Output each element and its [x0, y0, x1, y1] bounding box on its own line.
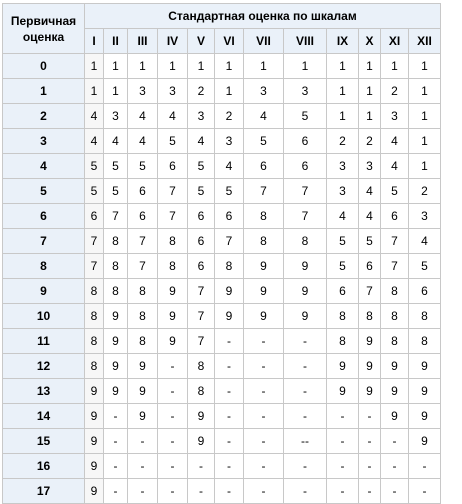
standard-score-cell: 2	[215, 104, 244, 129]
standard-score-cell: 6	[215, 204, 244, 229]
standard-score-cell: 5	[85, 179, 104, 204]
standard-score-cell: 4	[128, 129, 158, 154]
standard-score-cell: 9	[409, 354, 441, 379]
standard-score-cell: 9	[158, 304, 188, 329]
standard-score-cell: 3	[381, 104, 409, 129]
standard-score-cell: 1	[409, 154, 441, 179]
standard-score-cell: -	[158, 479, 188, 504]
standard-score-cell: 9	[359, 379, 381, 404]
standard-score-cell: 3	[188, 104, 215, 129]
standard-score-cell: 8	[381, 279, 409, 304]
standard-score-cell: 7	[215, 229, 244, 254]
standard-score-cell: -	[104, 479, 128, 504]
standard-score-cell: -	[128, 454, 158, 479]
table-row	[3, 154, 441, 179]
table-row	[3, 429, 441, 454]
standard-score-cell: -	[327, 404, 359, 429]
standard-score-cell: 6	[284, 154, 327, 179]
standard-score-cell: 7	[188, 279, 215, 304]
standard-score-cell: 6	[284, 129, 327, 154]
standard-score-cell: 7	[104, 204, 128, 229]
primary-score-cell: 7	[3, 229, 85, 254]
table-row	[3, 104, 441, 129]
scale-header-ii: II	[104, 29, 128, 54]
standard-score-cell: 6	[188, 229, 215, 254]
standard-score-cell: 4	[215, 154, 244, 179]
standard-score-cell: 3	[284, 79, 327, 104]
standard-score-cell: -	[284, 404, 327, 429]
standard-score-cell: 4	[381, 129, 409, 154]
standard-score-cell: 6	[85, 204, 104, 229]
standard-score-cell: 9	[381, 379, 409, 404]
standard-score-cell: -	[215, 454, 244, 479]
standard-score-cell: 1	[359, 79, 381, 104]
standard-score-cell: 1	[381, 54, 409, 79]
standard-score-cell: 9	[188, 404, 215, 429]
standard-score-cell: 8	[215, 254, 244, 279]
standard-score-cell: 1	[158, 54, 188, 79]
standard-score-cell: 5	[284, 104, 327, 129]
primary-score-cell: 6	[3, 204, 85, 229]
standard-score-cell: 9	[244, 279, 284, 304]
standard-score-cell: 1	[215, 79, 244, 104]
standard-score-cell: -	[188, 454, 215, 479]
primary-score-cell: 12	[3, 354, 85, 379]
standard-score-cell: 6	[128, 204, 158, 229]
table-row	[3, 329, 441, 354]
standard-score-cell: 9	[359, 354, 381, 379]
table-row	[3, 79, 441, 104]
scale-header-iii: III	[128, 29, 158, 54]
primary-score-cell: 11	[3, 329, 85, 354]
standard-score-cell: 9	[85, 479, 104, 504]
scale-header-xi: XI	[381, 29, 409, 54]
standard-score-cell: 9	[244, 304, 284, 329]
standard-score-cell: 4	[381, 154, 409, 179]
standard-score-cell: 4	[359, 204, 381, 229]
standard-score-cell: -	[158, 354, 188, 379]
standard-score-cell: 5	[215, 179, 244, 204]
standard-score-cell: -	[158, 404, 188, 429]
standard-score-cell: -	[158, 379, 188, 404]
table-row	[3, 304, 441, 329]
standard-score-cell: 1	[327, 104, 359, 129]
standard-score-cell: -	[359, 454, 381, 479]
primary-score-header-line2: оценка	[22, 29, 65, 44]
primary-score-cell: 14	[3, 404, 85, 429]
standard-score-cell: 3	[158, 79, 188, 104]
standard-score-header: Стандартная оценка по шкалам	[85, 4, 441, 29]
standard-score-cell: 9	[128, 354, 158, 379]
standard-score-cell: 3	[215, 129, 244, 154]
standard-score-cell: -	[244, 429, 284, 454]
standard-score-cell: 2	[188, 79, 215, 104]
table-row	[3, 204, 441, 229]
standard-score-cell: 1	[128, 54, 158, 79]
standard-score-cell: 1	[85, 79, 104, 104]
standard-score-cell: 6	[409, 279, 441, 304]
standard-score-cell: 9	[158, 279, 188, 304]
scale-header-iv: IV	[158, 29, 188, 54]
standard-score-cell: -	[284, 329, 327, 354]
standard-score-cell: -	[327, 454, 359, 479]
standard-score-cell: 5	[188, 179, 215, 204]
standard-score-cell: -	[215, 354, 244, 379]
standard-score-cell: 7	[381, 229, 409, 254]
standard-score-cell: 9	[85, 379, 104, 404]
standard-score-cell: 1	[104, 54, 128, 79]
standard-score-cell: 6	[244, 154, 284, 179]
standard-score-cell: 8	[188, 379, 215, 404]
standard-score-cell: 8	[409, 329, 441, 354]
standard-score-cell: 6	[359, 254, 381, 279]
standard-score-cell: 8	[128, 279, 158, 304]
standard-score-cell: --	[284, 429, 327, 454]
standard-score-cell: 6	[158, 154, 188, 179]
standard-score-cell: 8	[381, 329, 409, 354]
standard-score-cell: -	[244, 329, 284, 354]
standard-score-cell: 9	[128, 404, 158, 429]
standard-score-cell: 5	[409, 254, 441, 279]
table-row	[3, 254, 441, 279]
standard-score-cell: -	[359, 479, 381, 504]
standard-score-cell: 9	[359, 329, 381, 354]
table-row	[3, 179, 441, 204]
standard-score-cell: 8	[359, 304, 381, 329]
standard-score-cell: -	[359, 429, 381, 454]
standard-score-cell: 1	[409, 104, 441, 129]
standard-score-cell: 9	[85, 429, 104, 454]
standard-score-cell: -	[244, 354, 284, 379]
standard-score-cell: 5	[128, 154, 158, 179]
standard-score-cell: 4	[104, 129, 128, 154]
standard-score-cell: 7	[284, 179, 327, 204]
standard-score-cell: 1	[327, 54, 359, 79]
standard-score-cell: 8	[327, 304, 359, 329]
standard-score-cell: 7	[284, 204, 327, 229]
standard-score-cell: -	[188, 479, 215, 504]
standard-score-cell: 8	[85, 279, 104, 304]
table-row	[3, 454, 441, 479]
standard-score-cell: -	[128, 479, 158, 504]
table-row	[3, 279, 441, 304]
standard-score-cell: 9	[381, 404, 409, 429]
table-row	[3, 404, 441, 429]
standard-score-cell: 4	[85, 129, 104, 154]
primary-score-cell: 5	[3, 179, 85, 204]
scale-header-ix: IX	[327, 29, 359, 54]
standard-score-cell: 5	[85, 154, 104, 179]
standard-score-cell: 4	[409, 229, 441, 254]
standard-score-cell: -	[158, 454, 188, 479]
standard-score-cell: -	[104, 454, 128, 479]
primary-score-cell: 4	[3, 154, 85, 179]
standard-score-cell: 6	[128, 179, 158, 204]
standard-score-cell: 8	[104, 279, 128, 304]
standard-score-cell: -	[244, 454, 284, 479]
standard-score-cell: 1	[359, 104, 381, 129]
standard-score-cell: 7	[128, 254, 158, 279]
standard-score-cell: 9	[104, 329, 128, 354]
scale-header-i: I	[85, 29, 104, 54]
standard-score-cell: 4	[128, 104, 158, 129]
standard-score-cell: 9	[85, 454, 104, 479]
standard-score-cell: 9	[104, 354, 128, 379]
standard-score-cell: 1	[327, 79, 359, 104]
standard-score-cell: 4	[85, 104, 104, 129]
standard-score-cell: -	[215, 429, 244, 454]
standard-score-cell: -	[327, 429, 359, 454]
standard-score-cell: 8	[85, 354, 104, 379]
scale-header-v: V	[188, 29, 215, 54]
standard-score-cell: 5	[327, 254, 359, 279]
standard-score-cell: -	[158, 429, 188, 454]
standard-score-cell: 9	[128, 379, 158, 404]
standard-score-cell: -	[284, 379, 327, 404]
standard-score-cell: 8	[85, 329, 104, 354]
standard-score-cell: -	[215, 329, 244, 354]
standard-score-cell: 9	[215, 304, 244, 329]
standard-score-cell: 8	[85, 304, 104, 329]
standard-score-cell: 4	[188, 129, 215, 154]
scale-header-xii: XII	[409, 29, 441, 54]
standard-score-cell: 9	[104, 379, 128, 404]
standard-score-cell: 9	[215, 279, 244, 304]
standard-score-cell: 9	[409, 404, 441, 429]
primary-score-cell: 16	[3, 454, 85, 479]
standard-score-cell: 1	[85, 54, 104, 79]
standard-score-cell: -	[215, 404, 244, 429]
primary-score-cell: 1	[3, 79, 85, 104]
standard-score-cell: 4	[327, 204, 359, 229]
standard-score-cell: 6	[188, 254, 215, 279]
score-conversion-table	[2, 3, 441, 504]
table-row	[3, 229, 441, 254]
standard-score-cell: 8	[381, 304, 409, 329]
standard-score-cell: 4	[244, 104, 284, 129]
standard-score-cell: 7	[188, 329, 215, 354]
standard-score-cell: 9	[327, 354, 359, 379]
table-row	[3, 479, 441, 504]
standard-score-cell: 1	[409, 129, 441, 154]
standard-score-cell: 3	[327, 154, 359, 179]
standard-score-cell: -	[128, 429, 158, 454]
standard-score-cell: 7	[381, 254, 409, 279]
standard-score-cell: -	[104, 404, 128, 429]
scale-header-vii: VII	[244, 29, 284, 54]
standard-score-cell: -	[284, 479, 327, 504]
standard-score-cell: 9	[284, 254, 327, 279]
standard-score-cell: 2	[381, 79, 409, 104]
standard-score-cell: 9	[188, 429, 215, 454]
standard-score-cell: 1	[244, 54, 284, 79]
standard-score-cell: 5	[188, 154, 215, 179]
standard-score-cell: 8	[158, 254, 188, 279]
standard-score-cell: 1	[409, 79, 441, 104]
standard-score-cell: -	[327, 479, 359, 504]
scale-header-vi: VI	[215, 29, 244, 54]
table-row	[3, 379, 441, 404]
standard-score-cell: 5	[104, 154, 128, 179]
primary-score-header	[3, 4, 85, 54]
standard-score-cell: 9	[327, 379, 359, 404]
scale-header-x: X	[359, 29, 381, 54]
standard-score-cell: 9	[244, 254, 284, 279]
standard-score-cell: 8	[284, 229, 327, 254]
standard-score-cell: 3	[244, 79, 284, 104]
standard-score-cell: 3	[409, 204, 441, 229]
standard-score-cell: -	[244, 404, 284, 429]
standard-score-cell: 7	[85, 254, 104, 279]
standard-score-cell: -	[381, 479, 409, 504]
standard-score-cell: -	[244, 379, 284, 404]
table-row	[3, 354, 441, 379]
standard-score-cell: 2	[327, 129, 359, 154]
standard-score-cell: 4	[359, 179, 381, 204]
standard-score-cell: 5	[104, 179, 128, 204]
standard-score-cell: 7	[359, 279, 381, 304]
standard-score-cell: 9	[85, 404, 104, 429]
standard-score-cell: 7	[188, 304, 215, 329]
standard-score-cell: 5	[327, 229, 359, 254]
standard-score-cell: 9	[409, 379, 441, 404]
score-table-body	[3, 54, 441, 504]
standard-score-cell: 1	[215, 54, 244, 79]
standard-score-cell: 2	[359, 129, 381, 154]
standard-score-cell: 9	[381, 354, 409, 379]
score-table-container	[2, 3, 441, 504]
standard-score-cell: 8	[104, 229, 128, 254]
standard-score-cell: 9	[409, 429, 441, 454]
table-row	[3, 54, 441, 79]
primary-score-cell: 2	[3, 104, 85, 129]
table-row	[3, 129, 441, 154]
standard-score-cell: 8	[104, 254, 128, 279]
primary-score-cell: 9	[3, 279, 85, 304]
standard-score-cell: 5	[244, 129, 284, 154]
primary-score-cell: 8	[3, 254, 85, 279]
primary-score-cell: 10	[3, 304, 85, 329]
standard-score-cell: 7	[158, 179, 188, 204]
standard-score-cell: -	[215, 479, 244, 504]
standard-score-cell: 6	[327, 279, 359, 304]
standard-score-cell: 1	[409, 54, 441, 79]
standard-score-cell: 6	[188, 204, 215, 229]
standard-score-cell: 6	[381, 204, 409, 229]
standard-score-cell: -	[244, 479, 284, 504]
standard-score-cell: 8	[128, 304, 158, 329]
standard-score-cell: 1	[284, 54, 327, 79]
standard-score-cell: 8	[244, 204, 284, 229]
standard-score-cell: -	[215, 379, 244, 404]
standard-score-cell: -	[381, 454, 409, 479]
standard-score-cell: -	[359, 404, 381, 429]
standard-score-cell: -	[104, 429, 128, 454]
primary-score-header-line1: Первичная	[10, 13, 77, 28]
primary-score-cell: 3	[3, 129, 85, 154]
standard-score-cell: -	[284, 454, 327, 479]
standard-score-cell: -	[381, 429, 409, 454]
standard-score-cell: 9	[284, 304, 327, 329]
standard-score-cell: -	[409, 479, 441, 504]
standard-score-cell: 8	[244, 229, 284, 254]
standard-score-cell: 9	[104, 304, 128, 329]
standard-score-cell: 5	[381, 179, 409, 204]
standard-score-cell: 8	[327, 329, 359, 354]
standard-score-cell: -	[409, 454, 441, 479]
standard-score-cell: 7	[244, 179, 284, 204]
standard-score-cell: -	[284, 354, 327, 379]
standard-score-cell: 5	[158, 129, 188, 154]
primary-score-cell: 13	[3, 379, 85, 404]
primary-score-cell: 0	[3, 54, 85, 79]
standard-score-cell: 8	[409, 304, 441, 329]
standard-score-cell: 3	[327, 179, 359, 204]
primary-score-cell: 17	[3, 479, 85, 504]
standard-score-cell: 1	[188, 54, 215, 79]
primary-score-cell: 15	[3, 429, 85, 454]
standard-score-cell: 1	[104, 79, 128, 104]
standard-score-cell: 4	[158, 104, 188, 129]
standard-score-cell: 1	[359, 54, 381, 79]
standard-score-cell: 7	[128, 229, 158, 254]
standard-score-cell: 8	[158, 229, 188, 254]
standard-score-cell: 9	[284, 279, 327, 304]
standard-score-cell: 9	[158, 329, 188, 354]
standard-score-cell: 7	[85, 229, 104, 254]
standard-score-cell: 8	[188, 354, 215, 379]
standard-score-cell: 3	[359, 154, 381, 179]
standard-score-cell: 8	[128, 329, 158, 354]
standard-score-cell: 7	[158, 204, 188, 229]
standard-score-cell: 3	[104, 104, 128, 129]
standard-score-cell: 5	[359, 229, 381, 254]
standard-score-cell: 3	[128, 79, 158, 104]
scale-header-viii: VIII	[284, 29, 327, 54]
standard-score-cell: 2	[409, 179, 441, 204]
